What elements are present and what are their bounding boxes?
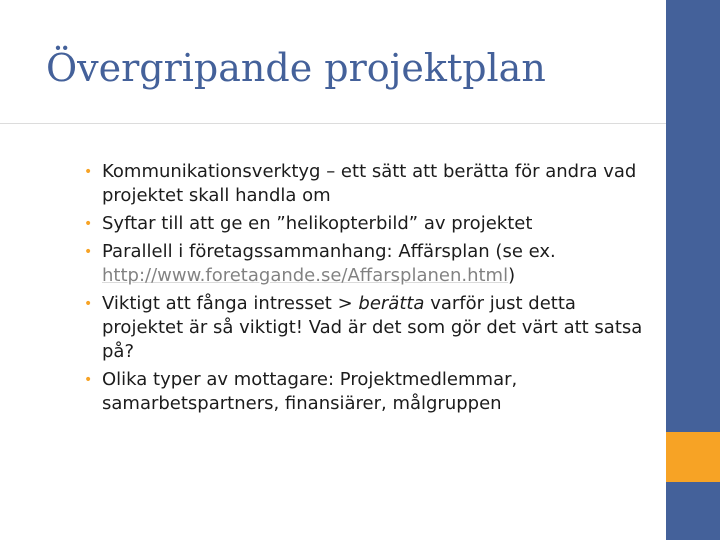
bullet-dot-icon: • [84, 244, 93, 260]
bullet-item-4 [84, 292, 648, 364]
title-divider [0, 123, 666, 124]
bullet-text: Syftar till att ge en ”helikopterbild” av projektet [102, 213, 533, 234]
bullet-item-2 [84, 212, 648, 236]
bullet-text-emphasis: berätta [358, 293, 425, 314]
bullet-text: Kommunikationsverktyg – ett sätt att berätta för andra vad projektet skall handla om [102, 161, 637, 206]
bullet-item-3 [84, 240, 648, 288]
side-accent-block [666, 432, 720, 482]
affarsplan-link[interactable]: http://www.foretagande.se/Affarsplanen.html [102, 265, 509, 286]
bullet-dot-icon: • [84, 296, 93, 312]
bullet-dot-icon: • [84, 216, 93, 232]
bullet-text-prefix: Parallell i företagssammanhang: Affärsplan (se ex. [102, 241, 556, 262]
slide-title: Övergripande projektplan [46, 46, 546, 90]
bullet-item-5 [84, 368, 648, 416]
bullet-list [84, 160, 648, 420]
bullet-dot-icon: • [84, 372, 93, 388]
bullet-text-suffix: varför just detta projektet är så viktigt! Vad är det som gör det värt att satsa på? [102, 293, 643, 362]
bullet-text-suffix: ) [508, 265, 516, 286]
bullet-item-1 [84, 160, 648, 208]
bullet-dot-icon: • [84, 164, 93, 180]
bullet-text: Olika typer av mottagare: Projektmedlemmar, samarbetspartners, finansiärer, målgruppen [102, 369, 518, 414]
bullet-text-prefix: Viktigt att fånga intresset > [102, 293, 359, 314]
